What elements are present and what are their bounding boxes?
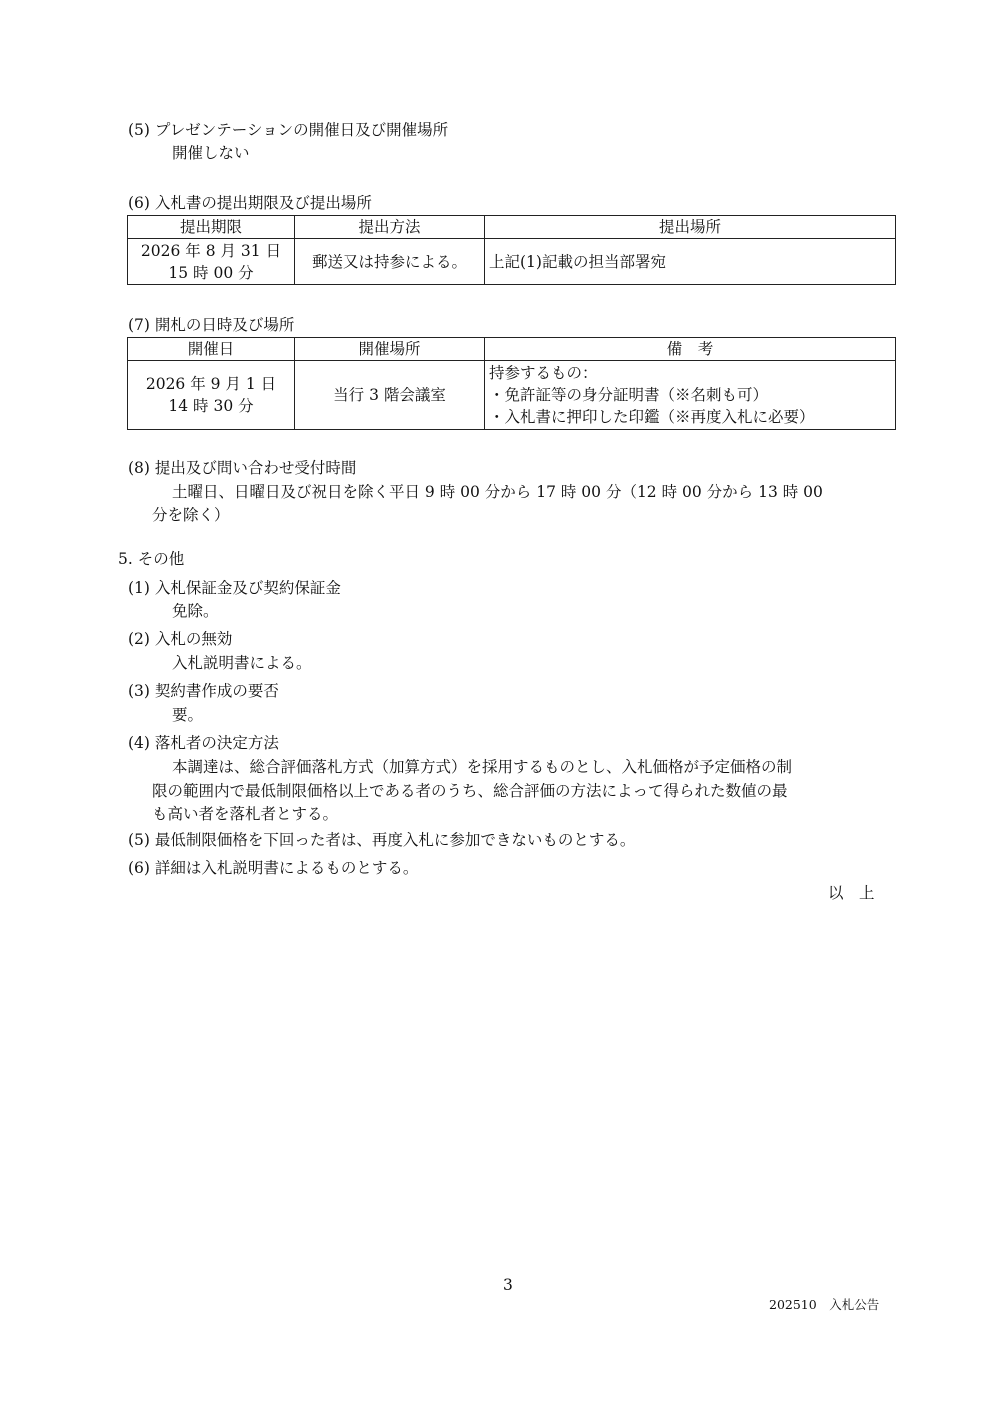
other-item-3-body: 要。 bbox=[172, 706, 204, 724]
opening-header-date: 開催日 bbox=[128, 338, 295, 361]
submission-header-method: 提出方法 bbox=[295, 216, 485, 239]
submission-header-deadline: 提出期限 bbox=[128, 216, 295, 239]
other-item-2-heading: (2) 入札の無効 bbox=[128, 630, 233, 648]
section-5-heading: (5) プレゼンテーションの開催日及び開催場所 bbox=[128, 121, 449, 139]
submission-deadline-cell bbox=[128, 239, 295, 285]
other-item-4-body-line: 本調達は、総合評価落札方式（加算方式）を採用するものとし、入札価格が予定価格の制 bbox=[172, 758, 793, 776]
other-heading: 5. その他 bbox=[118, 550, 185, 568]
other-item-4-body-line: も高い者を落札者とする。 bbox=[152, 805, 339, 823]
other-item-4-heading: (4) 落札者の決定方法 bbox=[128, 734, 279, 752]
opening-notes-cell bbox=[485, 361, 896, 430]
closing-mark: 以 上 bbox=[828, 884, 875, 902]
opening-time: 14 時 30 分 bbox=[168, 397, 254, 415]
section-7-heading: (7) 開札の日時及び場所 bbox=[128, 316, 295, 334]
other-item-2-body: 入札説明書による。 bbox=[172, 654, 312, 672]
section-8-body-line: 土曜日、日曜日及び祝日を除く平日 9 時 00 分から 17 時 00 分（12 時 00 分から 13 時 00 bbox=[172, 483, 823, 501]
submission-method-cell: 郵送又は持参による。 bbox=[295, 239, 485, 285]
submission-place-cell: 上記(1)記載の担当部署宛 bbox=[485, 239, 896, 285]
other-item-5-heading: (5) 最低制限価格を下回った者は、再度入札に参加できないものとする。 bbox=[128, 831, 636, 849]
other-item-6-heading: (6) 詳細は入札説明書によるものとする。 bbox=[128, 859, 419, 877]
other-item-3-heading: (3) 契約書作成の要否 bbox=[128, 682, 279, 700]
other-item-4-body-line: 限の範囲内で最低制限価格以上である者のうち、総合評価の方法によって得られた数値の最 bbox=[152, 782, 788, 800]
opening-header-notes: 備 考 bbox=[485, 338, 896, 361]
page-number: 3 bbox=[503, 1276, 513, 1294]
other-item-1-heading: (1) 入札保証金及び契約保証金 bbox=[128, 579, 341, 597]
submission-header-place: 提出場所 bbox=[485, 216, 896, 239]
section-8-body-line: 分を除く） bbox=[152, 506, 230, 524]
submission-deadline-time: 15 時 00 分 bbox=[168, 263, 254, 282]
opening-notes-line: 持参するもの： bbox=[489, 364, 598, 382]
submission-deadline-date: 2026 年 8 月 31 日 bbox=[140, 241, 282, 260]
opening-date-cell bbox=[128, 361, 295, 430]
opening-date: 2026 年 9 月 1 日 bbox=[145, 375, 277, 393]
section-5-body: 開催しない bbox=[172, 144, 250, 162]
section-8-heading: (8) 提出及び問い合わせ受付時間 bbox=[128, 459, 357, 477]
opening-notes-line: ・入札書に押印した印鑑（※再度入札に必要） bbox=[489, 408, 815, 426]
opening-place-cell: 当行 3 階会議室 bbox=[295, 361, 485, 430]
opening-notes-line: ・免許証等の身分証明書（※名刺も可） bbox=[489, 386, 769, 404]
document-code: 202510 入札公告 bbox=[769, 1297, 880, 1312]
opening-table bbox=[127, 337, 896, 430]
opening-header-place: 開催場所 bbox=[295, 338, 485, 361]
other-item-1-body: 免除。 bbox=[172, 602, 219, 620]
section-6-heading: (6) 入札書の提出期限及び提出場所 bbox=[128, 194, 372, 212]
submission-table bbox=[127, 215, 896, 285]
